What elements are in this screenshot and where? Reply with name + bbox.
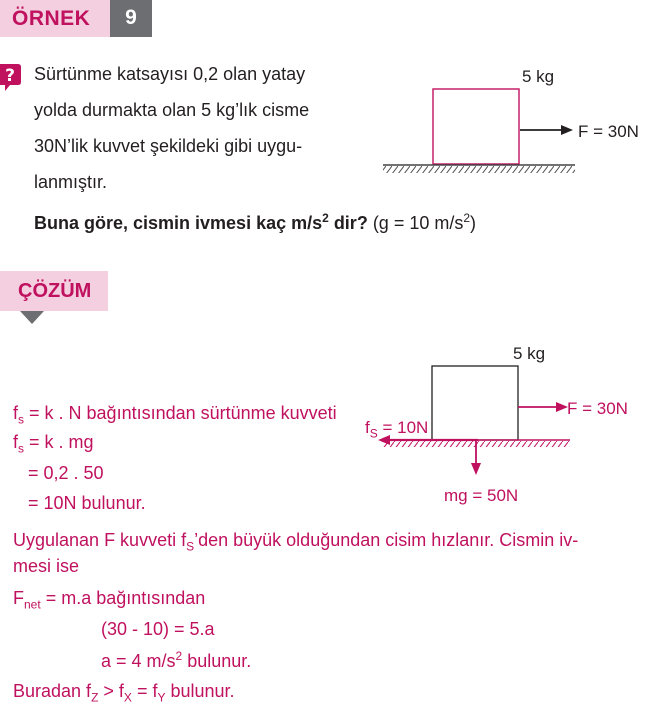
solution-step-4: = 10N bulunur. (28, 493, 146, 513)
fig2-weight-arrowhead (471, 463, 481, 475)
question-prompt: Buna göre, cismin ivmesi kaç $m/s^2$ dir? (g = 10 $m/s^2$) (34, 211, 477, 233)
fig2-block (432, 366, 518, 440)
fig2-friction-label: $f_S = 10N$ (365, 418, 429, 441)
solution-tag-pointer-icon (20, 311, 44, 325)
example-tag-label: ÖRNEK (12, 7, 91, 30)
solution-step-3: = 0,2 . 50 (28, 463, 104, 483)
solution-paragraph-line-2: mesi ise (13, 556, 80, 576)
question-line-3: 30N’lik kuvvet şekildeki gibi uygu- (34, 136, 303, 156)
svg-text:?: ? (5, 66, 15, 86)
question-text (34, 56, 354, 200)
solution-fnet: $F_{net} = m.a$ bağıntısından (13, 588, 206, 612)
solution-paragraph-line-1: Uygulanan F kuvveti $f_S’den$ büyük olduğundan cisim hızlanır. Cismin iv- (13, 530, 579, 554)
fig2-weight-label: mg = 50N (444, 486, 519, 505)
fig1-force-arrowhead (561, 125, 573, 135)
fig1-block (433, 89, 519, 164)
fig2-force-label: F = 30N (567, 399, 628, 418)
fig1-mass-label: 5 kg (522, 67, 555, 86)
solution-step-1: $f_s = k$ . N bağıntısından sürtünme kuvveti (13, 403, 337, 427)
solution-tag-label: ÇÖZÜM (18, 280, 92, 302)
solution-conclusion: Buradan $f_Z > f_X = f_Y$ bulunur. (13, 681, 235, 705)
solution-equation-2: a = 4 $m/s^2$ bulunur. (101, 649, 252, 671)
question-line-1: Sürtünme katsayısı 0,2 olan yatay (34, 64, 306, 84)
solution-step-2: $f_s = k$ . mg (13, 432, 94, 456)
question-line-2: yolda durmakta olan 5 kg’lık cisme (34, 100, 310, 120)
example-number: 9 (125, 6, 137, 29)
solution-equation-1: (30 - 10) = 5.a (101, 619, 215, 639)
fig1-force-label: F = 30N (578, 122, 639, 141)
fig2-mass-label: 5 kg (513, 344, 546, 363)
fig1-ground-hatch (383, 166, 575, 173)
question-mark-icon (0, 62, 22, 92)
question-line-4: lanmıştır. (34, 172, 108, 192)
